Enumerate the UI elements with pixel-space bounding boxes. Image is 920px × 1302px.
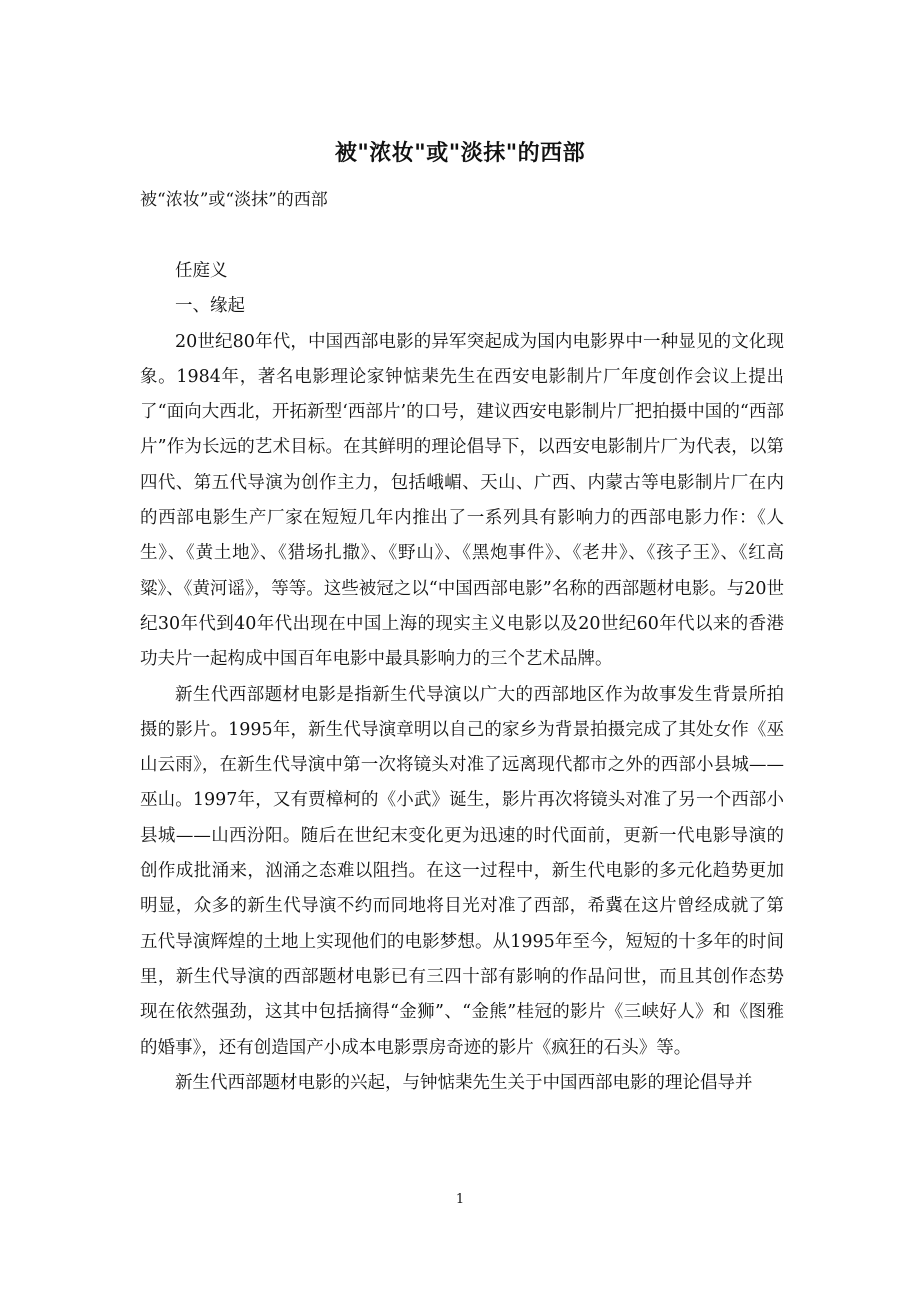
- paragraph: 新生代西部题材电影是指新生代导演以广大的西部地区作为故事发生背景所拍摄的影片。1995年，新生代导演章明以自己的家乡为背景拍摄完成了其处女作《巫山云雨》，在新生代导演中第一次将镜头对准了远离现代都市之外的西部小县城——巫山。1997年，又有贾樟柯的《小武》诞生，影片再次将镜头对准了另一个西部小县城——山西汾阳。随后在世纪末变化更为迅速的时代面前，更新一代电影导演的创作成批涌来，汹涌之态难以阻挡。在这一过程中，新生代电影的多元化趋势更加明显，众多的新生代导演不约而同地将目光对准了西部，希冀在这片曾经成就了第五代导演辉煌的土地上实现他们的电影梦想。从1995年至今，短短的十多年的时间里，新生代导演的西部题材电影已有三四十部有影响的作品问世，而且其创作态势现在依然强劲，这其中包括摘得“金狮”、“金熊”桂冠的影片《三峡好人》和《图雅的婚事》，还有创造国产小成本电影票房奇迹的影片《疯狂的石头》等。: [140, 684, 784, 1058]
- page-number: 1: [455, 1192, 465, 1207]
- document-subtitle: 被“浓妆”或“淡抹”的西部: [140, 190, 328, 210]
- author-line: 任庭义: [175, 261, 228, 281]
- section-heading: 一、缘起: [175, 296, 245, 317]
- paragraph: 新生代西部题材电影的兴起，与钟惦棐先生关于中国西部电影的理论倡导并: [175, 1072, 753, 1093]
- document-body: [140, 254, 784, 1101]
- paragraph: 20世纪80年代，中国西部电影的异军突起成为国内电影界中一种显见的文化现象。1984年，著名电影理论家钟惦棐先生在西安电影制片厂年度创作会议上提出了“面向大西北，开拓新型‘西部片’的口号，建议西安电影制片厂把拍摄中国的“西部片”作为长远的艺术目标。在其鲜明的理论倡导下，以西安电影制片厂为代表，以第四代、第五代导演为创作主力，包括峨嵋、天山、广西、内蒙古等电影制片厂在内的西部电影生产厂家在短短几年内推出了一系列具有影响力的西部电影力作：《人生》、《黄土地》、《猎场扎撒》、《野山》、《黑炮事件》、《老井》、《孩子王》、《红高粱》、《黄河谣》，等等。这些被冠之以“中国西部电影”名称的西部题材电影。与20世纪30年代到40年代出现在中国上海的现实主义电影以及20世纪60年代以来的香港功夫片一起构成中国百年电影中最具影响力的三个艺术品牌。: [140, 331, 784, 670]
- document-title: 被"浓妆"或"淡抹"的西部: [334, 140, 586, 166]
